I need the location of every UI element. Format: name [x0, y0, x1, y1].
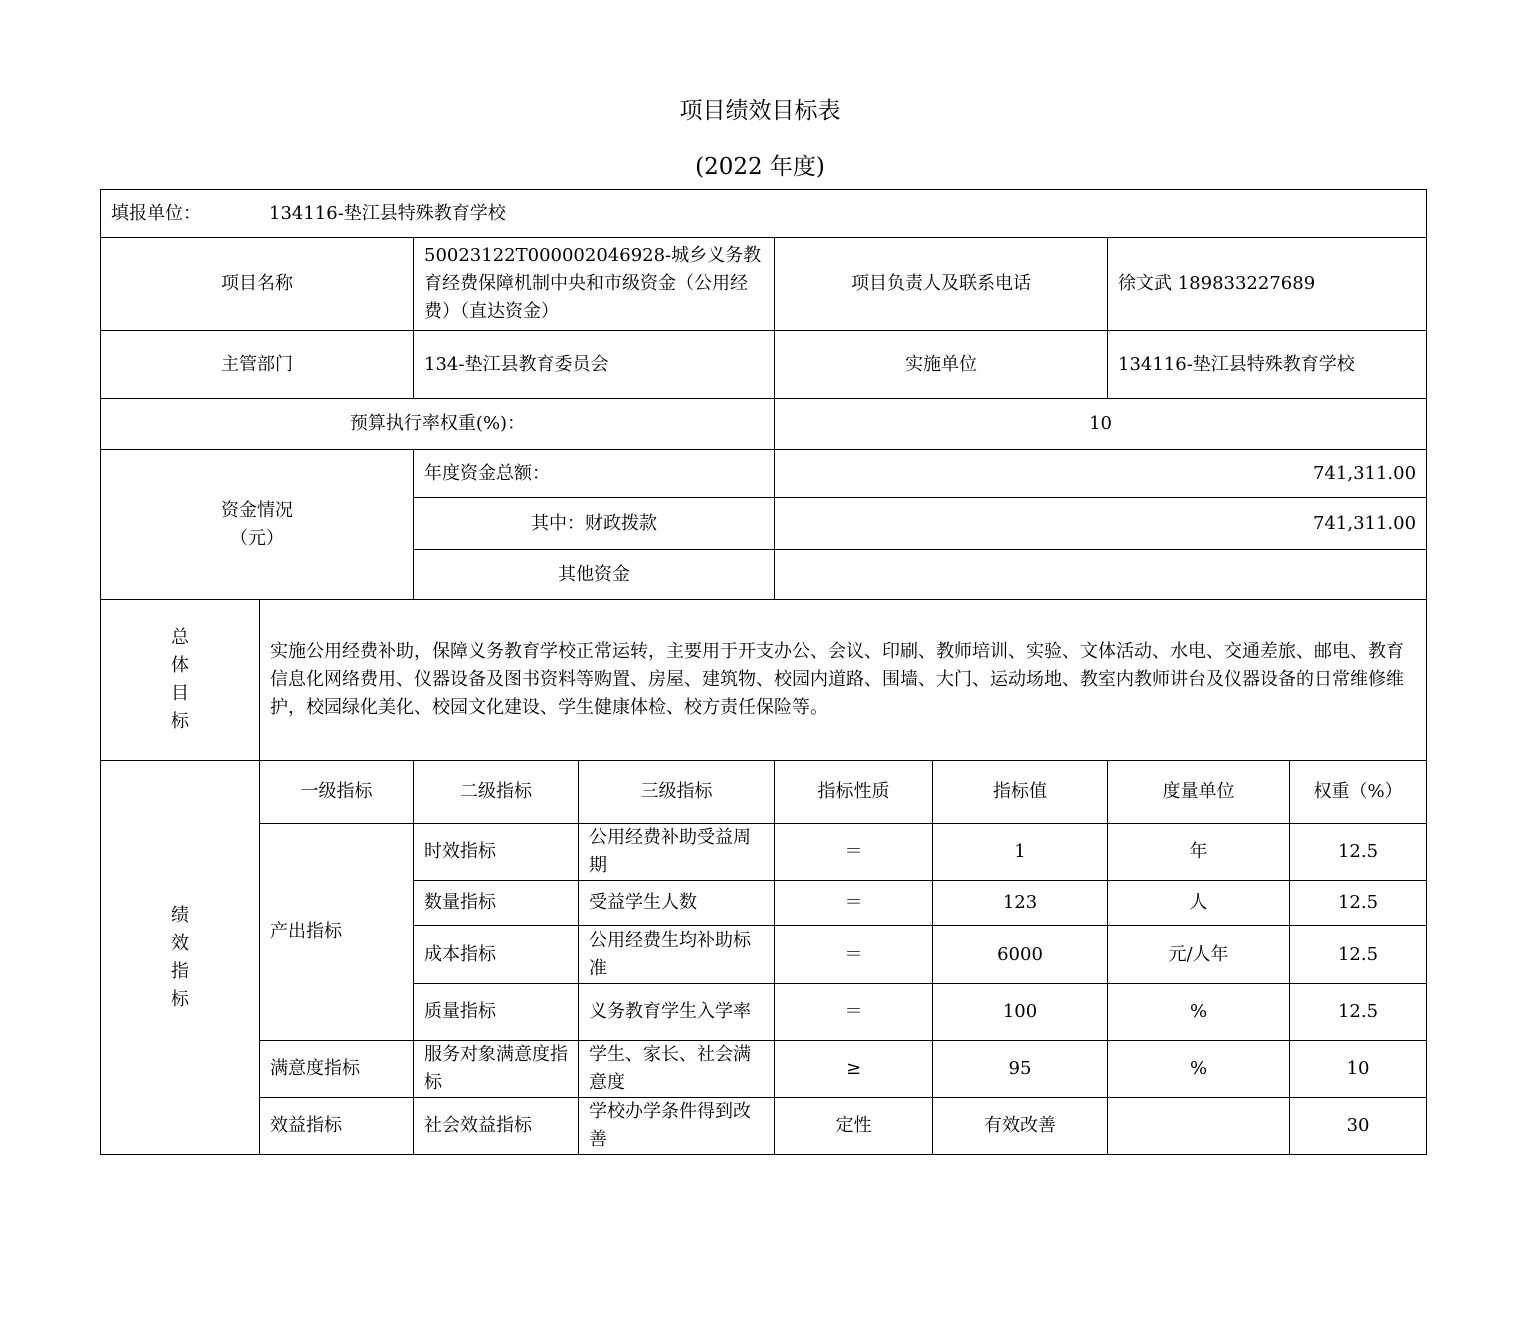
- weight-cell: 12.5: [1290, 881, 1427, 926]
- budget-weight-value: 10: [775, 399, 1427, 450]
- funds-label: 资金情况（元）: [101, 450, 414, 600]
- project-manager-value: 徐文武 189833227689: [1108, 238, 1427, 331]
- header-nature: 指标性质: [775, 761, 933, 824]
- level3-cell: 公用经费生均补助标准: [579, 926, 775, 984]
- nature-cell: ＝: [775, 926, 933, 984]
- performance-target-table: [100, 189, 1427, 1155]
- value-cell: 95: [933, 1041, 1108, 1098]
- funds-other-value: [775, 550, 1427, 600]
- page-subtitle: (2022 年度): [695, 154, 825, 180]
- header-level3: 三级指标: [579, 761, 775, 824]
- nature-cell: ＝: [775, 984, 933, 1041]
- department-row: [101, 331, 1427, 399]
- unit-cell: %: [1108, 1041, 1290, 1098]
- level2-cell: 时效指标: [414, 824, 579, 881]
- funds-total-label: 年度资金总额：: [414, 450, 775, 498]
- implementing-unit-label: 实施单位: [775, 331, 1108, 399]
- nature-cell: ≥: [775, 1041, 933, 1098]
- table-row: [101, 824, 1427, 881]
- unit-cell: 元/人年: [1108, 926, 1290, 984]
- funds-other-label: 其他资金: [414, 550, 775, 600]
- nature-cell: 定性: [775, 1098, 933, 1155]
- level2-cell: 服务对象满意度指标: [414, 1041, 579, 1098]
- value-cell: 6000: [933, 926, 1108, 984]
- header-level2: 二级指标: [414, 761, 579, 824]
- funds-total-row: [101, 450, 1427, 498]
- level3-cell: 受益学生人数: [579, 881, 775, 926]
- indicator-header-row: [101, 761, 1427, 824]
- funds-total-value: 741,311.00: [775, 450, 1427, 498]
- weight-cell: 10: [1290, 1041, 1427, 1098]
- unit-cell: [1108, 1098, 1290, 1155]
- budget-weight-row: [101, 399, 1427, 450]
- level2-cell: 成本指标: [414, 926, 579, 984]
- level2-cell: 质量指标: [414, 984, 579, 1041]
- budget-weight-label: 预算执行率权重(%)：: [101, 399, 775, 450]
- overall-goal-label: 总体目标: [101, 600, 260, 761]
- level1-output: 产出指标: [260, 824, 414, 1041]
- level3-cell: 公用经费补助受益周期: [579, 824, 775, 881]
- table-row: [101, 1041, 1427, 1098]
- header-weight: 权重（%）: [1290, 761, 1427, 824]
- level2-cell: 社会效益指标: [414, 1098, 579, 1155]
- unit-cell: %: [1108, 984, 1290, 1041]
- project-name-label: 项目名称: [101, 238, 414, 331]
- overall-goal-text: 实施公用经费补助，保障义务教育学校正常运转，主要用于开支办公、会议、印刷、教师培训、实验、文体活动、水电、交通差旅、邮电、教育信息化网络费用、仪器设备及图书资料等购置、房屋、建筑物、校园内道路、围墙、大门、运动场地、教室内教师讲台及仪器设备的日常维修维护，校园绿化美化、校园文化建设、学生健康体检、校方责任保险等。: [260, 600, 1427, 761]
- unit-cell: 年: [1108, 824, 1290, 881]
- level2-cell: 数量指标: [414, 881, 579, 926]
- filing-row: [101, 190, 1427, 238]
- weight-cell: 30: [1290, 1098, 1427, 1155]
- implementing-unit-value: 134116-垫江县特殊教育学校: [1108, 331, 1427, 399]
- table-row: [101, 1098, 1427, 1155]
- filing-unit-value: 134116-垫江县特殊教育学校: [269, 202, 506, 224]
- weight-cell: 12.5: [1290, 926, 1427, 984]
- nature-cell: ＝: [775, 824, 933, 881]
- unit-cell: 人: [1108, 881, 1290, 926]
- weight-cell: 12.5: [1290, 824, 1427, 881]
- project-name-value: 50023122T000002046928-城乡义务教育经费保障机制中央和市级资金（公用经费）（直达资金）: [414, 238, 775, 331]
- value-cell: 1: [933, 824, 1108, 881]
- value-cell: 有效改善: [933, 1098, 1108, 1155]
- department-value: 134-垫江县教育委员会: [414, 331, 775, 399]
- overall-goal-row: [101, 600, 1427, 761]
- level3-cell: 学校办学条件得到改善: [579, 1098, 775, 1155]
- level1-satisfaction: 满意度指标: [260, 1041, 414, 1098]
- page-title: 项目绩效目标表: [679, 98, 841, 124]
- project-row: [101, 238, 1427, 331]
- header-unit: 度量单位: [1108, 761, 1290, 824]
- header-value: 指标值: [933, 761, 1108, 824]
- filing-unit-label: 填报单位：: [111, 202, 201, 224]
- funds-fiscal-value: 741,311.00: [775, 498, 1427, 550]
- project-manager-label: 项目负责人及联系电话: [775, 238, 1108, 331]
- level1-benefit: 效益指标: [260, 1098, 414, 1155]
- header-level1: 一级指标: [260, 761, 414, 824]
- department-label: 主管部门: [101, 331, 414, 399]
- level3-cell: 学生、家长、社会满意度: [579, 1041, 775, 1098]
- funds-fiscal-label: 其中：财政拨款: [414, 498, 775, 550]
- value-cell: 100: [933, 984, 1108, 1041]
- indicators-label: 绩效指标: [101, 761, 260, 1155]
- weight-cell: 12.5: [1290, 984, 1427, 1041]
- level3-cell: 义务教育学生入学率: [579, 984, 775, 1041]
- value-cell: 123: [933, 881, 1108, 926]
- nature-cell: ＝: [775, 881, 933, 926]
